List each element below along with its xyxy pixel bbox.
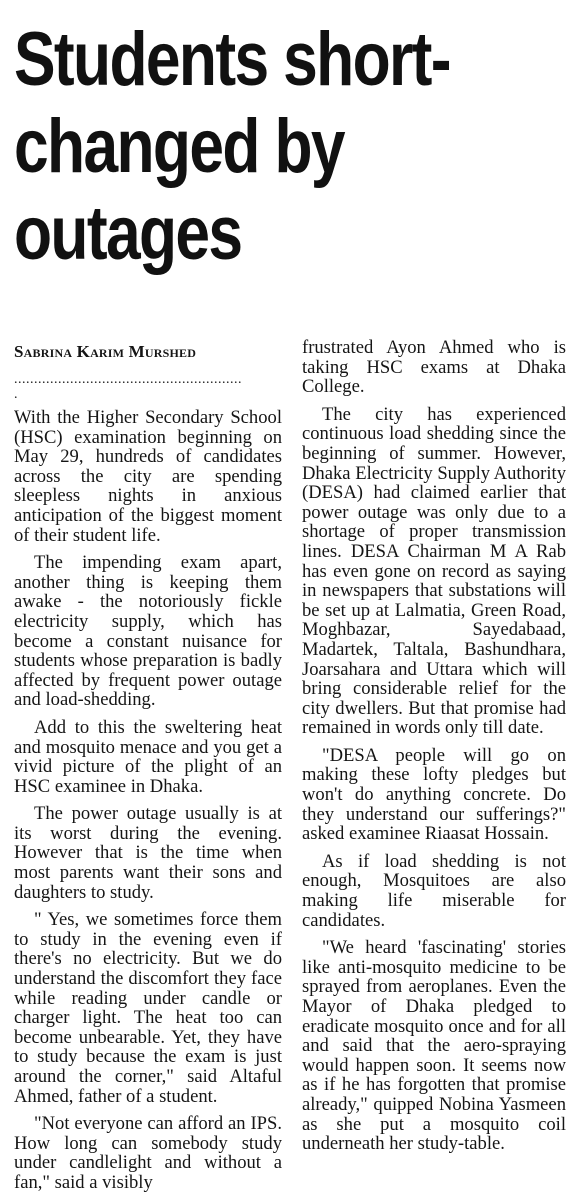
paragraph: " Yes, we sometimes force them to study in the evening even if there's no electricity. But we do understand the discomfort they face while reading under candle or charger light. The heat too can become unbearable. Yet, they have to study because the exam is just around the corner," said Altaful Ahmed, father of a student. [14, 909, 282, 1107]
headline-line: Students short- [14, 17, 450, 102]
paragraph: The power outage usually is at its worst during the evening. However that is the time when most parents want their sons and daughters to study. [14, 803, 282, 903]
paragraph: "Not everyone can afford an IPS. How long can somebody study under candlelight and without a fan," said a visibly [14, 1113, 282, 1193]
paragraph: The city has experienced continuous load shedding since the beginning of summer. However, Dhaka Electricity Supply Authority (DESA) had claimed earlier that power outage was only due to a shortage of proper transmission lines. DESA Chairman M A Rab has even gone on record as saying in newspapers that substations will be set up at Lalmatia, Green Road, Moghbazar, Sayedabaad, Madartek, Taltala, Bashundhara, Joarsahara and Uttara which will bring considerable relief for the city dwellers. But that promise had remained in words only till date. [302, 403, 566, 739]
paragraph: Add to this the sweltering heat and mosquito menace and you get a vivid picture of the plight of an HSC examinee in Dhaka. [14, 716, 282, 797]
right-column [302, 338, 566, 1162]
paragraph-continuation: frustrated Ayon Ahmed who is taking HSC exams at Dhaka College. [302, 337, 566, 398]
paragraph: With the Higher Secondary School (HSC) examination beginning on May 29, hundreds of candidates across the city are spending sleepless nights in anxious anticipation of the biggest moment of their student life. [14, 407, 282, 546]
paragraph: "DESA people will go on making these lofty pledges but won't do anything concrete. Do they understand our sufferings?" asked examinee Riaasat Hossain. [302, 744, 566, 845]
headline-line: outages [14, 191, 242, 276]
dotted-rule: ......................................................... [14, 372, 242, 387]
dotted-rule-tail: . [14, 387, 18, 402]
byline: Sabrina Karim Murshed [14, 342, 197, 361]
paragraph: "We heard 'fascinating' stories like anti-mosquito medicine to be sprayed from aeroplanes. Even the Mayor of Dhaka pledged to eradicate mosquito once and for all and said that the aero-spraying would happen soon. It seems now as if he has forgotten that promise already," quipped Nobina Yasmeen as she put a mosquito coil underneath her study-table. [302, 937, 566, 1155]
headline-line: changed by [14, 104, 344, 189]
paragraph: The impending exam apart, another thing is keeping them awake - the notoriously fickle electricity supply, which has become a constant nuisance for students whose preparation is badly affected by frequent power outage and load-shedding. [14, 552, 282, 711]
paragraph: As if load shedding is not enough, Mosquitoes are also making life miserable for candidates. [302, 850, 566, 931]
left-column [14, 338, 282, 1201]
headline [14, 16, 473, 277]
